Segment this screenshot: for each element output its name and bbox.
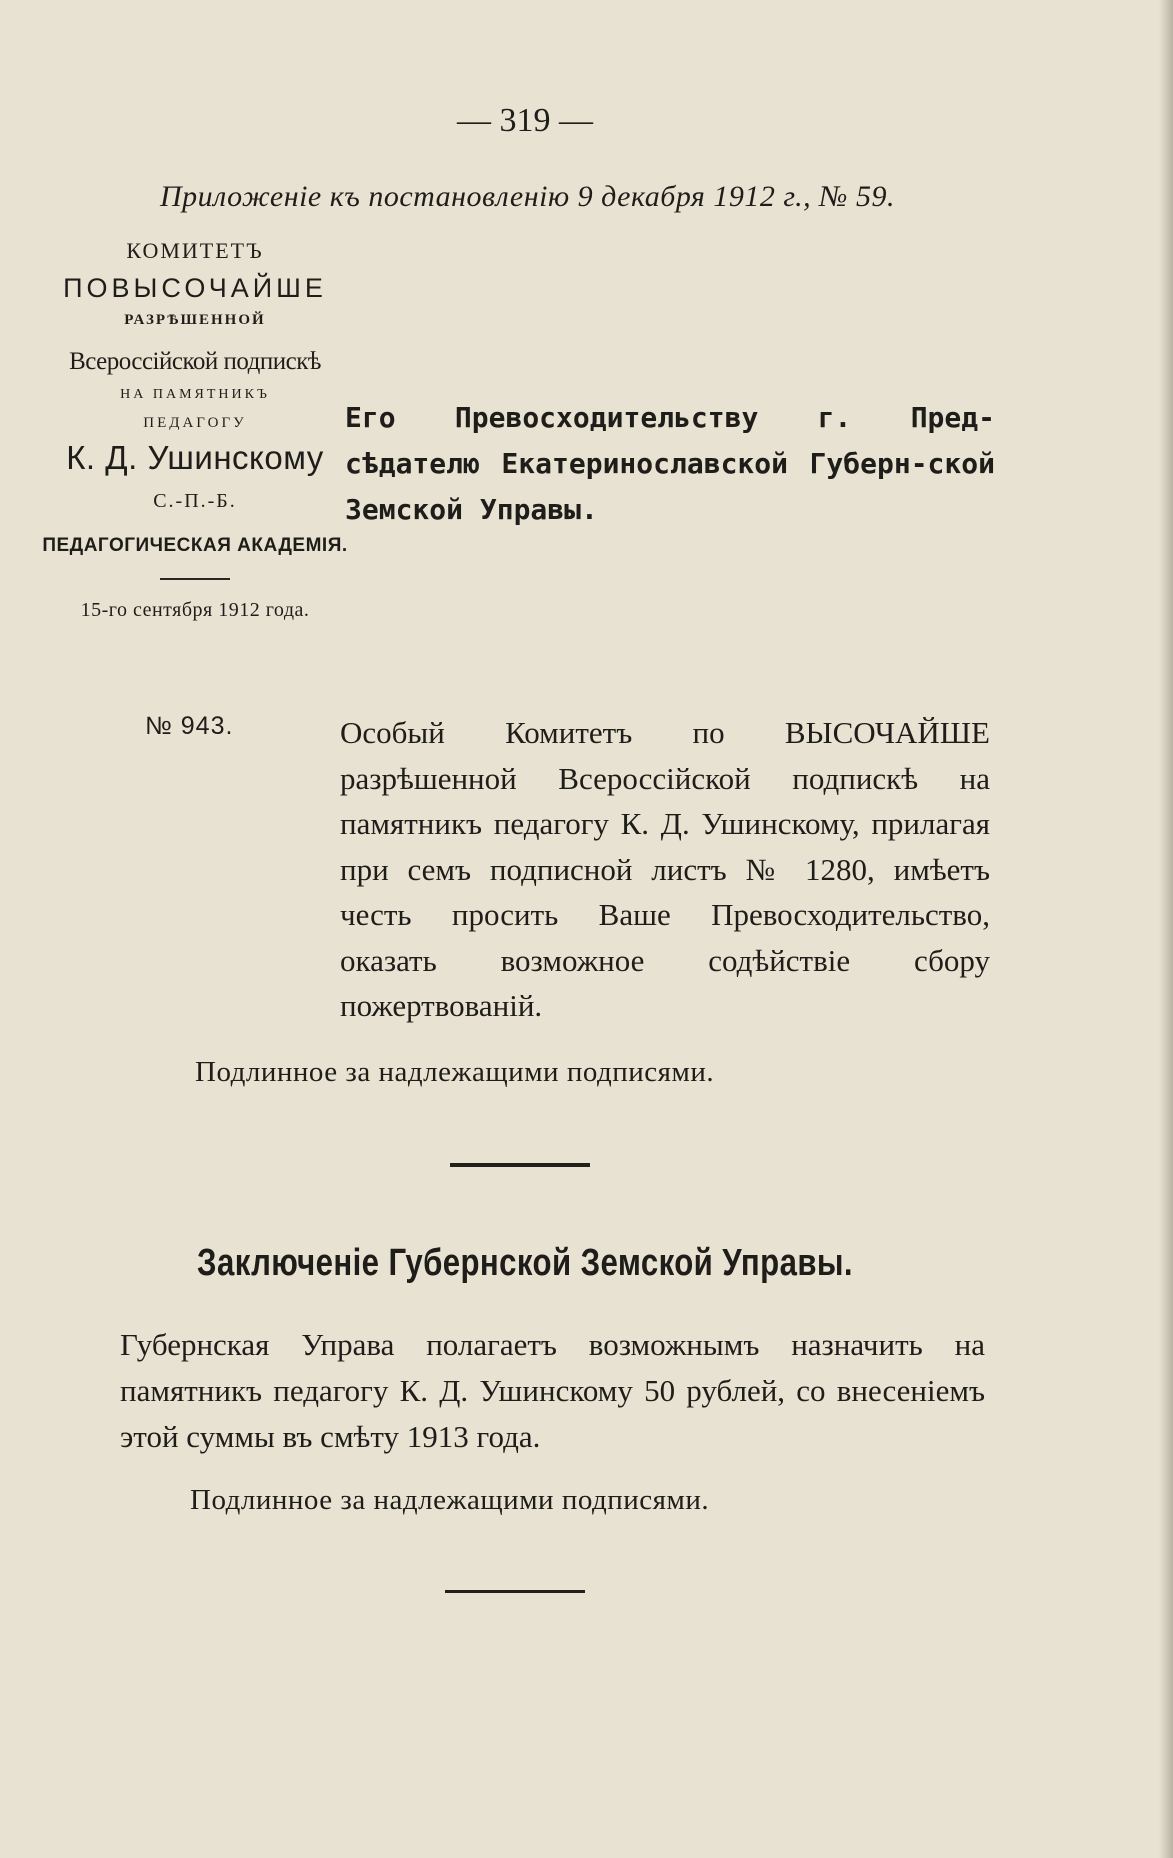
appendix-note: Приложеніе къ постановленію 9 декабря 1912 г., № 59. (160, 180, 895, 213)
letterhead-highest: ПОВЫСОЧАЙШЕ (63, 273, 327, 304)
letterhead-name: К. Д. Ушинскому (66, 438, 324, 476)
page-edge-shadow (1159, 0, 1173, 1858)
letterhead-city: С.-П.-Б. (153, 490, 237, 513)
letter-body: Особый Комитетъ по ВЫСОЧАЙШЕ разрѣшенной Всероссійской подпискѣ на памятникъ педагогу К. Д. Ушинскому, прилагая при семъ подписной листъ № 1280, имѣетъ честь просить Ваше Превосходительство, оказать возможное содѣйствіе сбору пожертвованій. (340, 715, 990, 1023)
letterhead-date: 15-го сентября 1912 года. (80, 598, 310, 621)
section-divider-2 (445, 1590, 585, 1593)
letterhead-academy: ПЕДАГОГИЧЕСКАЯ АКАДЕМІЯ. (42, 535, 348, 557)
section-divider-1 (450, 1163, 590, 1167)
signature-note-1: Подлинное за надлежащими подписями. (195, 1056, 715, 1088)
signature-note-2: Подлинное за надлежащими подписями. (190, 1484, 710, 1516)
page-number: — 319 — (457, 102, 593, 139)
conclusion-body: Губернская Управа полагаетъ возможнымъ назначить на памятникъ педагогу К. Д. Ушинскому 50 рублей, со внесеніемъ этой суммы въ смѣту 1913 года. (120, 1327, 985, 1454)
letterhead (40, 238, 350, 622)
letterhead-teacher: ПЕДАГОГУ (143, 414, 247, 431)
letterhead-committee: КОМИТЕТЪ (126, 238, 264, 263)
addressee: Его Превосходительству г. Пред-сѣдателю Екатеринославской Губерн-ской Земской Управы. (345, 401, 995, 526)
document-number: № 943. (145, 712, 234, 740)
letterhead-monument: НА ПАМЯТНИКЪ (120, 386, 270, 402)
letterhead-divider (160, 578, 230, 580)
conclusion-title: Заключеніе Губернской Земской Управы. (197, 1242, 853, 1284)
letterhead-permitted: РАЗРѢШЕННОЙ (124, 311, 266, 328)
letterhead-subscription: Всероссійской подпискѣ (69, 347, 321, 375)
